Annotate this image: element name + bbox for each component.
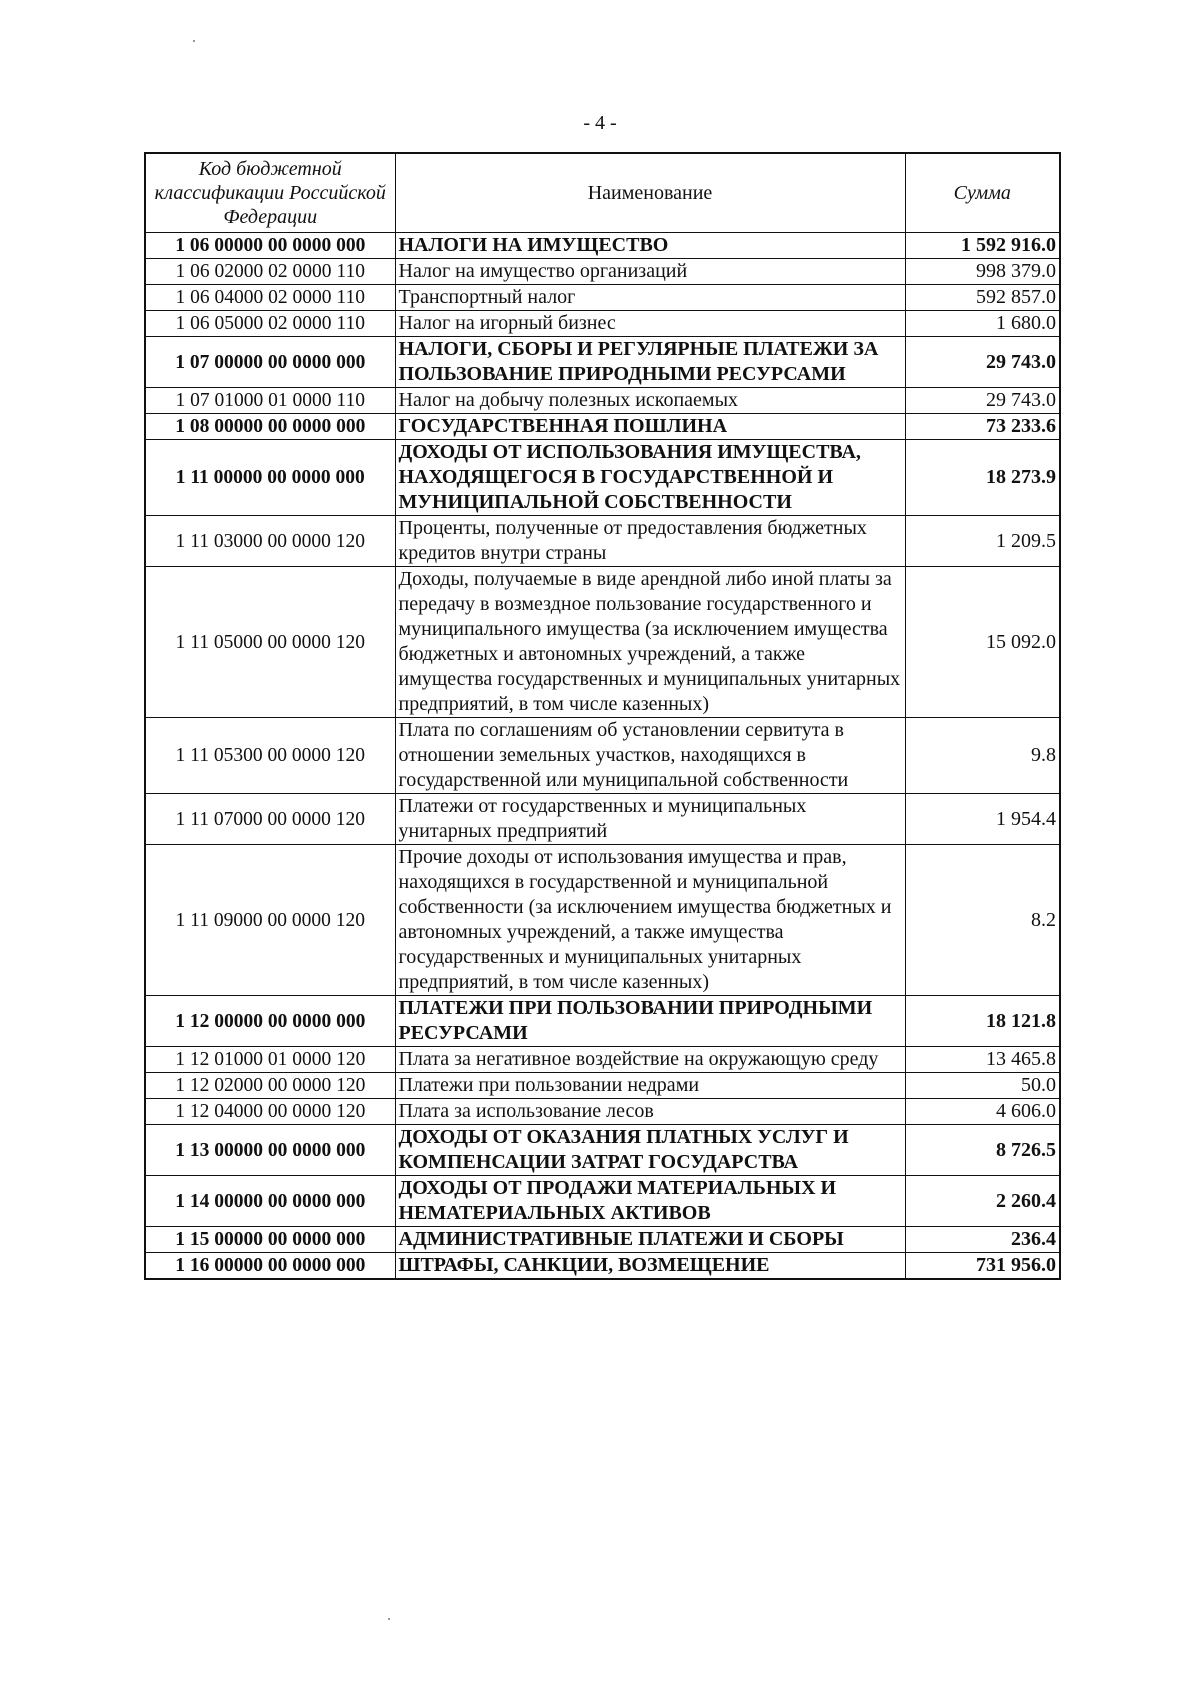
row-code: 1 13 00000 00 0000 000 bbox=[145, 1125, 395, 1176]
table-row bbox=[145, 233, 1060, 259]
table-row bbox=[145, 1125, 1060, 1176]
table-row bbox=[145, 1253, 1060, 1280]
row-name: Плата за негативное воздействие на окружающую среду bbox=[395, 1047, 905, 1073]
row-name: АДМИНИСТРАТИВНЫЕ ПЛАТЕЖИ И СБОРЫ bbox=[395, 1227, 905, 1253]
budget-classification-table bbox=[144, 152, 1061, 1280]
row-name: Налог на игорный бизнес bbox=[395, 311, 905, 337]
row-sum: 18 121.8 bbox=[905, 996, 1060, 1047]
row-name: Доходы, получаемые в виде арендной либо иной платы за передачу в возмездное пользование государственного и муниципального имущества (за исключением имущества бюджетных и автономных учреждений, а также имущества государственных и муниципальных унитарных предприятий, в том числе казенных) bbox=[395, 567, 905, 718]
row-sum: 998 379.0 bbox=[905, 259, 1060, 285]
row-code: 1 11 03000 00 0000 120 bbox=[145, 516, 395, 567]
row-code: 1 06 00000 00 0000 000 bbox=[145, 233, 395, 259]
row-sum: 2 260.4 bbox=[905, 1176, 1060, 1227]
row-name: ДОХОДЫ ОТ ОКАЗАНИЯ ПЛАТНЫХ УСЛУГ И КОМПЕНСАЦИИ ЗАТРАТ ГОСУДАРСТВА bbox=[395, 1125, 905, 1176]
row-sum: 731 956.0 bbox=[905, 1253, 1060, 1280]
header-sum: Сумма bbox=[905, 153, 1060, 233]
header-name: Наименование bbox=[395, 153, 905, 233]
row-sum: 13 465.8 bbox=[905, 1047, 1060, 1073]
row-name: Транспортный налог bbox=[395, 285, 905, 311]
row-code: 1 08 00000 00 0000 000 bbox=[145, 414, 395, 440]
row-name: ГОСУДАРСТВЕННАЯ ПОШЛИНА bbox=[395, 414, 905, 440]
row-code: 1 12 01000 01 0000 120 bbox=[145, 1047, 395, 1073]
table-row bbox=[145, 1176, 1060, 1227]
table-row bbox=[145, 388, 1060, 414]
table-header-row bbox=[145, 153, 1060, 233]
table-row bbox=[145, 337, 1060, 388]
row-name: Платежи при пользовании недрами bbox=[395, 1073, 905, 1099]
row-code: 1 06 04000 02 0000 110 bbox=[145, 285, 395, 311]
scan-speck bbox=[388, 1618, 390, 1620]
header-code: Код бюджетной классификации Российской Федерации bbox=[145, 153, 395, 233]
row-code: 1 12 04000 00 0000 120 bbox=[145, 1099, 395, 1125]
row-name: Плата по соглашениям об установлении сервитута в отношении земельных участков, находящихся в государственной или муниципальной собственности bbox=[395, 718, 905, 794]
table-row bbox=[145, 794, 1060, 845]
table-row bbox=[145, 996, 1060, 1047]
row-code: 1 11 00000 00 0000 000 bbox=[145, 440, 395, 516]
row-sum: 9.8 bbox=[905, 718, 1060, 794]
row-sum: 1 592 916.0 bbox=[905, 233, 1060, 259]
row-sum: 15 092.0 bbox=[905, 567, 1060, 718]
table-row bbox=[145, 440, 1060, 516]
table-body bbox=[145, 233, 1060, 1280]
table-row bbox=[145, 567, 1060, 718]
row-name: НАЛОГИ, СБОРЫ И РЕГУЛЯРНЫЕ ПЛАТЕЖИ ЗА ПОЛЬЗОВАНИЕ ПРИРОДНЫМИ РЕСУРСАМИ bbox=[395, 337, 905, 388]
row-name: Прочие доходы от использования имущества и прав, находящихся в государственной и муниципальной собственности (за исключением имущества бюджетных и автономных учреждений, а также имущества государственных и муниципальных унитарных предприятий, в том числе казенных) bbox=[395, 845, 905, 996]
row-sum: 4 606.0 bbox=[905, 1099, 1060, 1125]
row-code: 1 12 02000 00 0000 120 bbox=[145, 1073, 395, 1099]
row-name: Налог на добычу полезных ископаемых bbox=[395, 388, 905, 414]
scan-speck bbox=[193, 40, 195, 42]
row-sum: 1 680.0 bbox=[905, 311, 1060, 337]
row-sum: 8 726.5 bbox=[905, 1125, 1060, 1176]
row-name: Проценты, полученные от предоставления бюджетных кредитов внутри страны bbox=[395, 516, 905, 567]
row-code: 1 16 00000 00 0000 000 bbox=[145, 1253, 395, 1280]
table-row bbox=[145, 414, 1060, 440]
table-row bbox=[145, 845, 1060, 996]
row-sum: 50.0 bbox=[905, 1073, 1060, 1099]
row-name: Налог на имущество организаций bbox=[395, 259, 905, 285]
row-code: 1 07 01000 01 0000 110 bbox=[145, 388, 395, 414]
row-name: ШТРАФЫ, САНКЦИИ, ВОЗМЕЩЕНИЕ bbox=[395, 1253, 905, 1280]
table-row bbox=[145, 718, 1060, 794]
table-row bbox=[145, 1227, 1060, 1253]
row-sum: 29 743.0 bbox=[905, 337, 1060, 388]
table-row bbox=[145, 1047, 1060, 1073]
row-sum: 1 954.4 bbox=[905, 794, 1060, 845]
row-code: 1 06 05000 02 0000 110 bbox=[145, 311, 395, 337]
row-code: 1 11 07000 00 0000 120 bbox=[145, 794, 395, 845]
row-name: НАЛОГИ НА ИМУЩЕСТВО bbox=[395, 233, 905, 259]
row-code: 1 06 02000 02 0000 110 bbox=[145, 259, 395, 285]
row-name: ДОХОДЫ ОТ ИСПОЛЬЗОВАНИЯ ИМУЩЕСТВА, НАХОДЯЩЕГОСЯ В ГОСУДАРСТВЕННОЙ И МУНИЦИПАЛЬНОЙ СОБСТВЕННОСТИ bbox=[395, 440, 905, 516]
row-code: 1 11 05300 00 0000 120 bbox=[145, 718, 395, 794]
row-code: 1 12 00000 00 0000 000 bbox=[145, 996, 395, 1047]
row-name: ДОХОДЫ ОТ ПРОДАЖИ МАТЕРИАЛЬНЫХ И НЕМАТЕРИАЛЬНЫХ АКТИВОВ bbox=[395, 1176, 905, 1227]
row-sum: 1 209.5 bbox=[905, 516, 1060, 567]
row-code: 1 15 00000 00 0000 000 bbox=[145, 1227, 395, 1253]
row-name: Плата за использование лесов bbox=[395, 1099, 905, 1125]
row-sum: 592 857.0 bbox=[905, 285, 1060, 311]
row-sum: 236.4 bbox=[905, 1227, 1060, 1253]
table-row bbox=[145, 285, 1060, 311]
row-sum: 8.2 bbox=[905, 845, 1060, 996]
table-row bbox=[145, 1073, 1060, 1099]
row-name: Платежи от государственных и муниципальных унитарных предприятий bbox=[395, 794, 905, 845]
row-code: 1 14 00000 00 0000 000 bbox=[145, 1176, 395, 1227]
page-number: - 4 - bbox=[583, 112, 617, 134]
table-row bbox=[145, 311, 1060, 337]
row-name: ПЛАТЕЖИ ПРИ ПОЛЬЗОВАНИИ ПРИРОДНЫМИ РЕСУРСАМИ bbox=[395, 996, 905, 1047]
row-code: 1 07 00000 00 0000 000 bbox=[145, 337, 395, 388]
table-row bbox=[145, 1099, 1060, 1125]
row-sum: 29 743.0 bbox=[905, 388, 1060, 414]
table-row bbox=[145, 259, 1060, 285]
row-sum: 18 273.9 bbox=[905, 440, 1060, 516]
row-code: 1 11 05000 00 0000 120 bbox=[145, 567, 395, 718]
table-row bbox=[145, 516, 1060, 567]
row-sum: 73 233.6 bbox=[905, 414, 1060, 440]
row-code: 1 11 09000 00 0000 120 bbox=[145, 845, 395, 996]
